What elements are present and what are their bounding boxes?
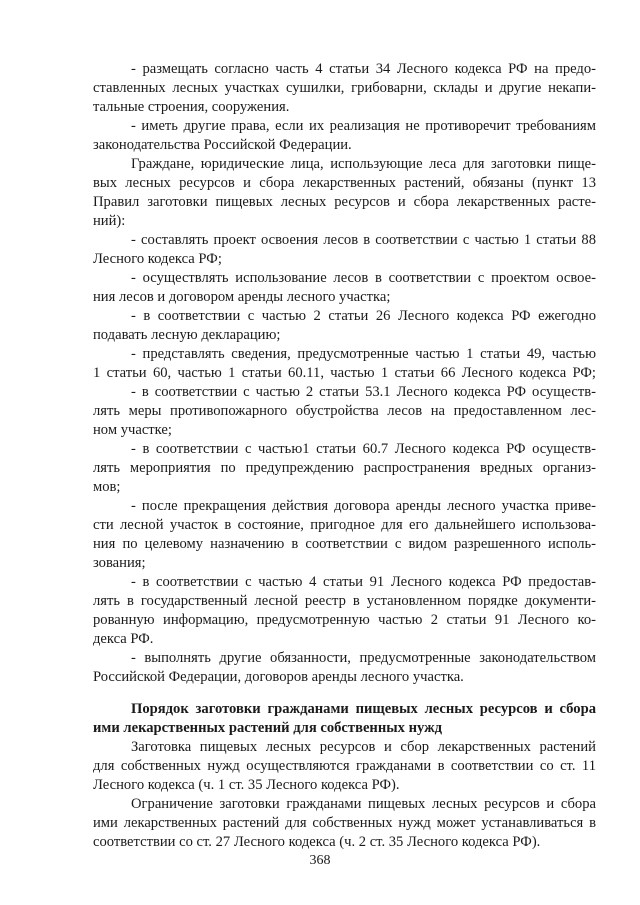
text-line: - в соответствии с частью 2 статьи 53.1 Лесного кодекса РФ осуществ- — [131, 384, 596, 400]
text-line: лять меры противопожарного обустройства лесов на предоставленном лес- — [93, 403, 596, 419]
text-line: - в соответствии с частью 4 статьи 91 Лесного кодекса РФ предостав- — [131, 574, 596, 590]
text-line: - в соответствии с частью 2 статьи 26 Лесного кодекса РФ ежегодно — [131, 308, 596, 324]
text-line: мов; — [93, 479, 121, 495]
text-line: ний): — [93, 213, 126, 229]
text-line: ния лесов и договором аренды лесного участка; — [93, 289, 391, 305]
text-line: сти лесной участок в состояние, пригодное для его дальнейшего использова- — [93, 517, 596, 533]
text-line: Лесного кодекса (ч. 1 ст. 35 Лесного кодекса РФ). — [93, 777, 400, 793]
text-line: - осуществлять использование лесов в соответствии с проектом освое- — [131, 270, 596, 286]
text-line: зования; — [93, 555, 146, 571]
page-number: 368 — [309, 853, 331, 868]
text-line: Заготовка пищевых лесных ресурсов и сбор лекарственных растений — [131, 739, 596, 755]
text-line: соответствии со ст. 27 Лесного кодекса (ч. 2 ст. 35 Лесного кодекса РФ). — [93, 834, 541, 850]
text-line: 1 статьи 60, частью 1 статьи 60.11, частью 1 статьи 66 Лесного кодекса РФ; — [93, 365, 596, 381]
text-line: - после прекращения действия договора аренды лесного участка приве- — [131, 498, 596, 514]
text-line: Правил заготовки пищевых лесных ресурсов и сбора лекарственных расте- — [93, 194, 596, 210]
text-line: подавать лесную декларацию; — [93, 327, 281, 343]
text-line: Ограничение заготовки гражданами пищевых лесных ресурсов и сбора — [131, 796, 596, 812]
text-line: - в соответствии с частью1 статьи 60.7 Лесного кодекса РФ осуществ- — [131, 441, 596, 457]
text-line: - выполнять другие обязанности, предусмотренные законодательством — [131, 650, 596, 666]
text-line: Граждане, юридические лица, использующие леса для заготовки пище- — [131, 156, 596, 172]
text-line: ставленных лесных участках сушилки, грибоварни, склады и другие некапи- — [93, 80, 596, 96]
text-line: тальные строения, сооружения. — [93, 99, 290, 115]
text-line: лять мероприятия по предупреждению распространения вредных организ- — [93, 460, 596, 476]
text-line: - составлять проект освоения лесов в соответствии с частью 1 статьи 88 — [131, 232, 596, 248]
text-line: ими лекарственных растений для собственных нужд может устанавливаться в — [93, 815, 596, 831]
text-line: рованную информацию, предусмотренную частью 2 статьи 91 Лесного ко- — [93, 612, 596, 628]
section-heading: ими лекарственных растений для собственных нужд — [93, 720, 443, 736]
text-line: ния по целевому назначению в соответствии с видом разрешенного исполь- — [93, 536, 596, 552]
text-line: декса РФ. — [93, 631, 154, 647]
text-line: для собственных нужд осуществляются гражданами в соответствии со ст. 11 — [93, 758, 596, 774]
section-heading: Порядок заготовки гражданами пищевых лесных ресурсов и сбора — [131, 701, 596, 717]
text-line: Лесного кодекса РФ; — [93, 251, 222, 267]
text-line: Российской Федерации, договоров аренды лесного участка. — [93, 669, 464, 685]
text-line: ном участке; — [93, 422, 172, 438]
text-line: - иметь другие права, если их реализация не противоречит требованиям — [131, 118, 596, 134]
text-line: - представлять сведения, предусмотренные частью 1 статьи 49, частью — [131, 346, 596, 362]
text-line: - размещать согласно часть 4 статьи 34 Лесного кодекса РФ на предо- — [131, 61, 596, 77]
text-line: вых лесных ресурсов и сбора лекарственных растений, обязаны (пункт 13 — [93, 175, 596, 191]
text-line: законодательства Российской Федерации. — [93, 137, 352, 153]
text-line: лять в государственный лесной реестр в установленном порядке документи- — [93, 593, 596, 609]
